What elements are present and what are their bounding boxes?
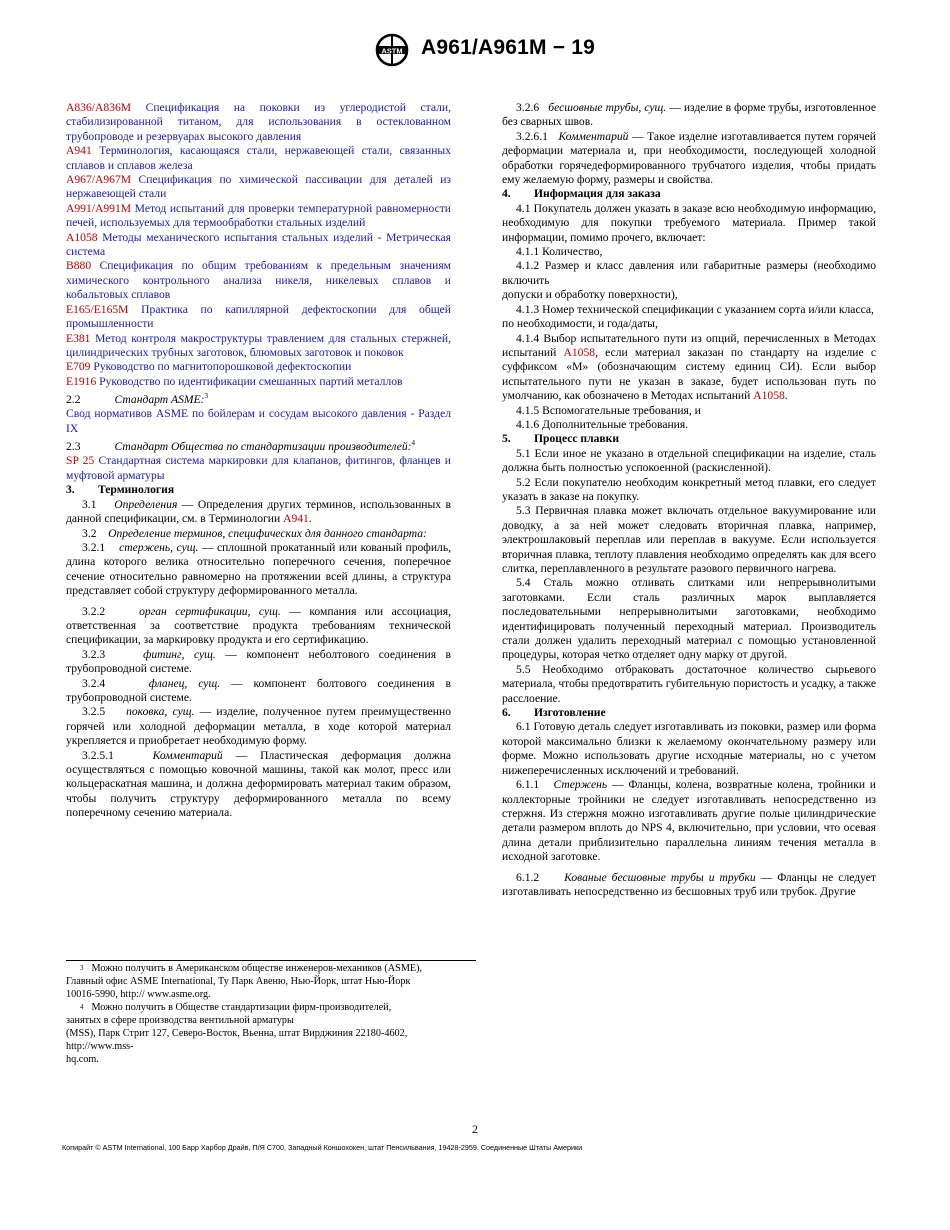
reference-code[interactable]: B880 (66, 259, 92, 273)
reference-item[interactable] (66, 259, 451, 302)
footnote-text: Главный офис ASME International, Ту Парк Авеню, Нью-Йорк, штат Нью-Йорк (66, 976, 411, 987)
heading-terminology: 3. Терминология (66, 483, 175, 497)
para-3-2-5-1: 3.2.5.1 Комментарий — Пластическая деформация должна осуществляться с помощью ковочной машины, такой как молот, пресс или кольцераскатная машина, и должна деформировать материал таким образом, чтобы получить структуру деформированного металла по всему поперечному сечению материала. (66, 748, 451, 820)
footnotes (66, 962, 466, 1066)
reference-item[interactable] (66, 202, 451, 231)
para-4-1-3: 4.1.3 Номер технической спецификации с указанием сорта и/или класса, (516, 302, 874, 316)
reference-item[interactable] (66, 375, 451, 389)
reference-code[interactable]: E1916 (66, 374, 97, 388)
reference-code[interactable]: E709 (66, 360, 91, 374)
reference-code[interactable]: A836/A836M (66, 101, 132, 114)
reference-title: Спецификация по общим требованиям к предельным значениям химического контрольного анализа никеля, никелевых сплавов и кобальтовых сплавов (66, 259, 451, 302)
document-title: A961/A961M − 19 (421, 36, 596, 59)
footnote-line (66, 988, 466, 1001)
footnote-text: занятых в сфере производства вентильной арматуры (66, 1015, 294, 1026)
reference-code[interactable]: A991/A991M (66, 201, 132, 215)
link-a1058[interactable]: A1058 (563, 345, 596, 359)
footnote-text: http://www.mss- (66, 1041, 134, 1052)
footnote-line (66, 1027, 466, 1040)
heading-melting-process: 5. Процесс плавки (502, 432, 620, 446)
footnote-mark: 3 (80, 964, 84, 972)
reference-title: Руководство по магнитопорошковой дефектоскопии (90, 360, 352, 374)
reference-title: Спецификация по химической пассивации для деталей из нержавеющей стали (66, 173, 451, 201)
reference-item[interactable] (66, 101, 451, 144)
footnote-text: (MSS), Парк Стрит 127, Северо-Восток, Вьенна, штат Вирджиния 22180-4602, (66, 1028, 408, 1039)
footnote-line (66, 1001, 466, 1014)
reference-title: Практика по капиллярной дефектоскопии для общей промышленности (66, 302, 451, 331)
para-5-3: 5.3 Первичная плавка может включать отдельное вакуумирование или доводку, а за ней может следовать вторичная плавка, например, электрошлаковый переплав или переплав в вакууме. Если используется вторичная плавка, теплоту плавления необходимо определять как для всего слитка, переплавленного в результате разового первичного нагрева. (502, 504, 876, 575)
mss-reference[interactable]: SP 25 Стандартная система маркировки для клапанов, фитингов, фланцев и муфтовой арматуры (66, 454, 451, 482)
reference-title: Терминология, касающаяся стали, нержавеющей стали, связанных сплавов и сплавов железа (66, 144, 451, 172)
para-3-2-2: 3.2.2 орган сертификации, сущ. — компания или ассоциация, ответственная за соответствие продукта требованиям технической спецификации, за маркировку продукта и его сертификацию. (66, 604, 451, 647)
footnote-text: Можно получить в Обществе стандартизации фирм-производителей, (91, 1002, 392, 1013)
reference-code[interactable]: E381 (66, 331, 91, 345)
para-5-4: 5.4 Сталь можно отливать слитками или непрерывнолитыми заготовками. Если сталь различных марок выплавляется последовательными непрерывнолитыми заготовками, необходимо идентифицировать полученный переходный материал. Производитель стали должен удалить переходный материал с помощью установленной процедуры, которая четко отделяет одну марку от другой. (502, 576, 876, 662)
para-4-1-6: 4.1.6 Дополнительные требования. (516, 417, 689, 431)
para-4-1-2-cont: допуски и обработку поверхности), (502, 288, 678, 302)
footnote-line (66, 1053, 466, 1066)
heading-ordering-information: 4. Информация для заказа (502, 187, 661, 201)
footnote-line (66, 975, 466, 988)
heading-manufacture: 6. Изготовление (502, 706, 606, 720)
reference-code[interactable]: A967/A967M (66, 173, 132, 187)
section-2-3: 2.3 Стандарт Общества по стандартизации производителей:$^4$ (66, 439, 415, 454)
reference-item[interactable] (66, 303, 451, 332)
page-header (0, 33, 950, 67)
para-4-1-2: 4.1.2 Размер и класс давления или габаритные размеры (необходимо включить (502, 259, 876, 287)
link-a1058-2[interactable]: A1058 (753, 389, 785, 403)
reference-item[interactable] (66, 231, 451, 260)
para-3-2-6-1: 3.2.6.1 Комментарий — Такое изделие изготавливается путем горячей деформации материала и, при необходимости, последующей холодной обработки горячедеформированного трубчатого изделия, чтобы придать ему желаемую форму, размеры и свойства. (502, 129, 876, 187)
para-3-2-1: 3.2.1 стержень, сущ. — сплошной прокатанный или кованый профиль, длина которого велика относительно поперечного сечения, поперечное сечение относительно равномерно на протяжении всей длины, а структура представляет собой структуру деформированного металла. (66, 540, 451, 598)
para-6-1-1: 6.1.1 Стержень — Фланцы, колена, возвратные колена, тройники и коллекторные тройники не следует изготавливать непосредственно из стержня. Из стержня можно изготавливать другие полые цилиндрические детали размером вплоть до NPS 4, включительно, при условии, что осевая длина детали приблизительно параллельна линиям течения металла в исходной заготовке. (502, 778, 876, 864)
para-3-2-3: 3.2.3 фитинг, сущ. — компонент неболтового соединения в трубопроводной системе. (66, 647, 451, 676)
reference-item[interactable] (66, 173, 451, 202)
para-3-2: 3.2 Определение терминов, специфических для данного стандарта: (82, 526, 427, 540)
section-2-2: 2.2 Стандарт ASME:$^3$ (66, 392, 209, 406)
para-3-2-5: 3.2.5 поковка, сущ. — изделие, полученное путем преимущественно горячей или холодной деформации металла, в ходе которой материал укрепляется и приобретает необходимую форму. (66, 705, 452, 748)
footnote-line (66, 1040, 466, 1053)
footnote-line (66, 962, 466, 975)
copyright-line: Копирайт © ASTM International, 100 Барр Харбор Драйв, П/Я С700, Западный Коншохокен, штат Пенсильвания, 19428-2959. Соединенные Штаты Америки (62, 1143, 583, 1152)
para-4-1: 4.1 Покупатель должен указать в заказе всю необходимую информацию, необходимую для покупки требуемого материала. Пример такой информации, помимо прочего, включает: (502, 201, 876, 244)
reference-item[interactable] (66, 144, 451, 173)
page-number: 2 (472, 1122, 478, 1136)
reference-code[interactable]: A941 (66, 144, 92, 158)
para-5-1: 5.1 Если иное не указано в отдельной спецификации на изделие, сталь должна быть полностью успокоенной (раскисленной). (502, 446, 876, 475)
reference-title: Методы механического испытания стальных изделий - Метрическая система (66, 230, 451, 259)
footnote-text: Можно получить в Американском обществе инженеров-механиков (ASME), (91, 963, 423, 974)
reference-code[interactable]: A1058 (66, 230, 98, 244)
para-4-1-1: 4.1.1 Количество, (516, 245, 603, 259)
left-column (66, 101, 451, 821)
footnote-text: hq.com. (66, 1054, 99, 1065)
svg-text:ASTM: ASTM (381, 46, 403, 56)
reference-list (66, 101, 451, 389)
reference-title: Руководство по идентификации смешанных партий металлов (96, 374, 403, 388)
para-6-1-2: 6.1.2 Кованые бесшовные трубы и трубки — Фланцы не следует изготавливать непосредственно из бесшовных труб или трубок. Другие (502, 870, 876, 898)
footnote-mark: 4 (80, 1003, 84, 1011)
para-6-1: 6.1 Готовую деталь следует изготавливать из поковки, размер или форма которой максимально близки к желаемому окончательному размеру или форме. Можно использовать другие исходные материалы, но с учетом нижеперечисленных исключений и требований. (502, 720, 876, 777)
reference-title: Метод контроля макроструктуры травлением для стальных стержней, цилиндрических трубных заготовок, блюмовых заготовок и поковок (66, 331, 451, 359)
footnote-line (66, 1014, 466, 1027)
link-a941[interactable]: A941 (283, 512, 309, 526)
para-3-2-4: 3.2.4 фланец, сущ. — компонент болтового соединения в трубопроводной системе. (66, 676, 452, 704)
para-5-2: 5.2 Если покупателю необходим конкретный метод плавки, его следует указать в заказе на покупку. (502, 475, 876, 503)
astm-logo-icon (374, 33, 410, 67)
para-3-1: 3.1 Определения — Определения других терминов, использованных в данной спецификации, см. в Терминологии A941. (66, 497, 451, 526)
reference-title: Метод испытаний для проверки температурной равномерности печей, используемых для термообработки стальных изделий (66, 201, 451, 230)
para-4-1-4: 4.1.4 Выбор испытательного пути из опций, перечисленных в Методах испытаний A1058, если материал заказан по стандарту на изделие с суффиксом «М» (обозначающим систему единиц СИ). Если выбор испытательного пути не указан в заказе, будет использован путь по умолчанию, как обозначено в Методах испытаний A1058. (502, 331, 876, 403)
reference-item[interactable] (66, 360, 451, 374)
right-column (502, 101, 876, 899)
para-4-1-3-cont: по необходимости, и года/даты, (502, 317, 658, 331)
reference-item[interactable] (66, 332, 451, 361)
reference-title: Спецификация на поковки из углеродистой стали, стабилизированной титаном, для использования в остеклованном трубопроводе и резервуарах высокого давления (66, 101, 451, 143)
para-5-5: 5.5 Необходимо отбраковать достаточное количество сырьевого материала, чтобы предотвратить губительную пористость и усадку, а также расслоение. (502, 662, 876, 705)
footnote-divider (66, 960, 476, 961)
para-4-1-5: 4.1.5 Вспомогательные требования, и (516, 403, 701, 417)
asme-reference[interactable]: Свод нормативов ASME по бойлерам и сосудам высокого давления - Раздел IX (66, 407, 451, 435)
reference-code[interactable]: E165/E165M (66, 302, 129, 316)
footnote-text: 10016-5990, http:// www.asme.org. (66, 989, 211, 1000)
para-3-2-6: 3.2.6 бесшовные трубы, сущ. — изделие в форме трубы, изготовленное без сварных швов. (502, 101, 876, 129)
